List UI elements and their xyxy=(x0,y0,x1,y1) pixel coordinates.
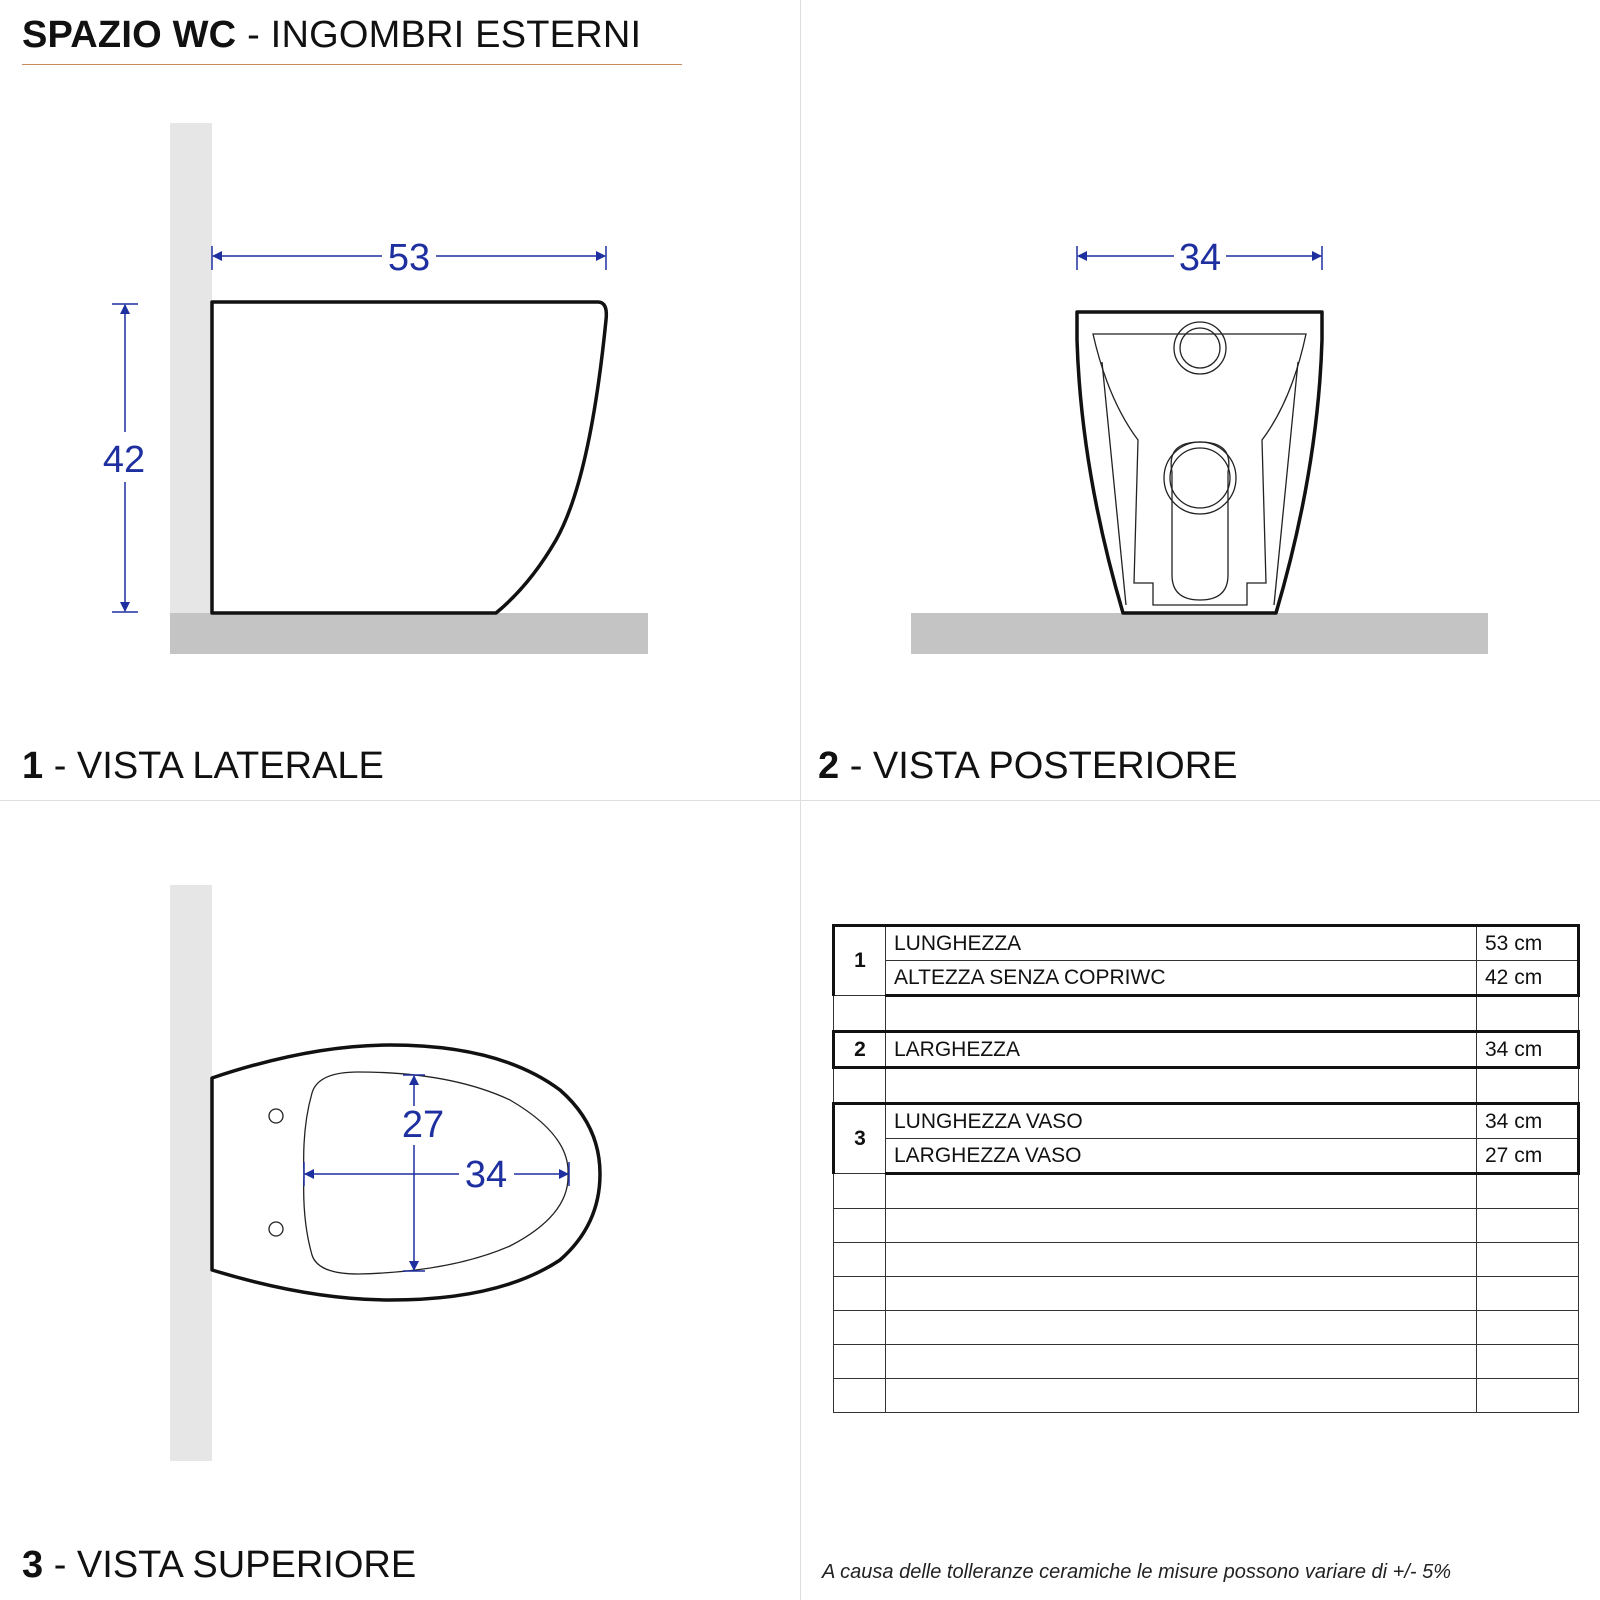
table-cell-label xyxy=(886,1209,1477,1243)
table-cell-value xyxy=(1477,1209,1579,1243)
table-cell-value: 53 cm xyxy=(1477,926,1579,961)
table-cell-number xyxy=(834,996,886,1032)
seat-mounting-hole xyxy=(269,1109,283,1123)
table-cell-label: LARGHEZZA xyxy=(886,1032,1477,1068)
rear-width-label: 34 xyxy=(1178,237,1222,279)
table-row xyxy=(834,1139,1579,1174)
table-row xyxy=(834,1068,1579,1104)
floor xyxy=(911,613,1488,654)
view-number: 2 xyxy=(818,745,840,787)
table-row xyxy=(834,1379,1579,1413)
table-cell-label xyxy=(886,1243,1477,1277)
seat-mounting-hole xyxy=(269,1222,283,1236)
table-row xyxy=(834,1311,1579,1345)
table-cell-number xyxy=(834,1311,886,1345)
toilet-side-outline xyxy=(212,302,606,613)
table-cell-number: 1 xyxy=(834,926,886,996)
table-cell-label xyxy=(886,1311,1477,1345)
table-cell-label: LUNGHEZZA VASO xyxy=(886,1104,1477,1139)
table-cell-label xyxy=(886,1174,1477,1209)
table-row xyxy=(834,1032,1579,1068)
table-row xyxy=(834,926,1579,961)
table-cell-number: 2 xyxy=(834,1032,886,1068)
page-title-rest: - INGOMBRI ESTERNI xyxy=(236,14,642,56)
view-title: - VISTA SUPERIORE xyxy=(43,1544,417,1586)
table-cell-value xyxy=(1477,1277,1579,1311)
view-number: 3 xyxy=(22,1544,44,1586)
table-cell-value xyxy=(1477,1379,1579,1413)
table-cell-value: 34 cm xyxy=(1477,1104,1579,1139)
table-row xyxy=(834,1243,1579,1277)
table-cell-number: 3 xyxy=(834,1104,886,1174)
table-cell-label xyxy=(886,1277,1477,1311)
view-label-side xyxy=(22,745,384,788)
tolerance-footnote: A causa delle tolleranze ceramiche le misure possono variare di +/- 5% xyxy=(822,1561,1452,1583)
table-cell-label: LUNGHEZZA xyxy=(886,926,1477,961)
wall xyxy=(170,885,212,1461)
top-view-drawing xyxy=(0,800,800,1600)
table-row xyxy=(834,1174,1579,1209)
table-cell-number xyxy=(834,1243,886,1277)
table-cell-value xyxy=(1477,1068,1579,1104)
table-cell-value xyxy=(1477,1345,1579,1379)
table-cell-label xyxy=(886,996,1477,1032)
rear-view-drawing xyxy=(800,0,1600,800)
table-cell-number xyxy=(834,1379,886,1413)
side-view-drawing xyxy=(0,0,800,800)
table-cell-value xyxy=(1477,1311,1579,1345)
wall xyxy=(170,123,212,654)
table-row xyxy=(834,996,1579,1032)
table-cell-value: 42 cm xyxy=(1477,961,1579,996)
table-row xyxy=(834,1345,1579,1379)
table-row xyxy=(834,1209,1579,1243)
table-row xyxy=(834,1277,1579,1311)
side-height-label: 42 xyxy=(102,439,146,481)
view-title: - VISTA POSTERIORE xyxy=(839,745,1238,787)
table-cell-value: 34 cm xyxy=(1477,1032,1579,1068)
table-cell-value: 27 cm xyxy=(1477,1139,1579,1174)
table-cell-value xyxy=(1477,1174,1579,1209)
table-cell-label xyxy=(886,1068,1477,1104)
table-cell-label: ALTEZZA SENZA COPRIWC xyxy=(886,961,1477,996)
table-row xyxy=(834,961,1579,996)
table-cell-label xyxy=(886,1345,1477,1379)
view-title: - VISTA LATERALE xyxy=(43,745,384,787)
table-cell-number xyxy=(834,1209,886,1243)
table-cell-number xyxy=(834,1277,886,1311)
floor xyxy=(170,613,648,654)
top-bowl-length-label: 34 xyxy=(464,1154,508,1196)
view-label-top xyxy=(22,1544,416,1587)
toilet-rear-outline xyxy=(1077,312,1322,613)
page-title-bold: SPAZIO WC xyxy=(22,14,237,56)
table-cell-label xyxy=(886,1379,1477,1413)
view-label-rear xyxy=(818,745,1238,788)
view-number: 1 xyxy=(22,745,44,787)
table-cell-value xyxy=(1477,1243,1579,1277)
table-cell-number xyxy=(834,1068,886,1104)
toilet-top-outline xyxy=(212,1045,600,1300)
table-cell-label: LARGHEZZA VASO xyxy=(886,1139,1477,1174)
table-row xyxy=(834,1104,1579,1139)
table-cell-number xyxy=(834,1174,886,1209)
table-cell-number xyxy=(834,1345,886,1379)
dimensions-table xyxy=(832,924,1580,1413)
top-bowl-width-label: 27 xyxy=(401,1104,445,1146)
table-cell-value xyxy=(1477,996,1579,1032)
side-length-label: 53 xyxy=(387,237,431,279)
